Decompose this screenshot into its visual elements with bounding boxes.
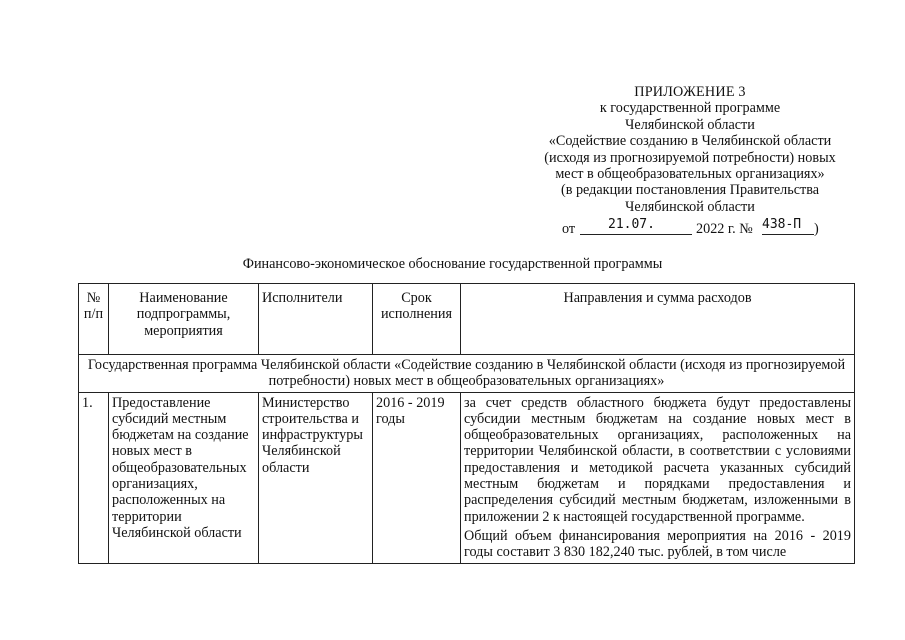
close-paren: ) [814,221,819,238]
resolution-year: 2022 г. № [696,221,753,238]
program-title: Государственная программа Челябинской области «Содействие созданию в Челябинской области (исходя из прогнозируемой потребности) новых мест в общеобразовательных организациях» [79,355,855,393]
program-title-row [79,355,855,393]
directions-paragraph: за счет средств областного бюджета будут предоставлены субсидии местным бюджетам на создание новых мест в общеобразовательных организациях, расположенных на территории Челябинской области, в соответствии с условиями предоставления и методикой расчета указанных субсидий местным бюджетам и порядками предоставления и распределения субсидий местным бюджетам, изложенными в приложении 2 к настоящей государственной программе. [464,394,851,525]
header-executors: Исполнители [259,284,373,355]
header-directions: Направления и сумма расходов [461,284,855,355]
appendix-line: мест в общеобразовательных организациях» [555,166,825,183]
directions-paragraph: Общий объем финансирования мероприятия на 2016 - 2019 годы составит 3 830 182,240 тыс. рублей, в том числе [464,527,851,561]
table-row [79,392,855,563]
row-executors: Министерство строительства и инфраструктуры Челябинской области [259,392,373,563]
date-underline [580,234,692,235]
document-title: Финансово-экономическое обоснование государственной программы [242,256,663,272]
appendix-title: ПРИЛОЖЕНИЕ 3 [634,84,746,100]
row-term: 2016 - 2019 годы [373,392,461,563]
financial-table [78,283,855,564]
header-num: № п/п [79,284,109,355]
resolution-number: 438-П [762,217,802,233]
appendix-line: Челябинской области [625,116,755,133]
appendix-line: к государственной программе [599,100,781,117]
date-prefix: от [562,221,576,238]
appendix-line: (исходя из прогнозируемой потребности) новых [544,149,836,166]
header-term: Срок исполнения [373,284,461,355]
appendix-header [500,84,880,237]
appendix-date-line [500,217,880,237]
table-header-row [79,284,855,355]
appendix-line: (в редакции постановления Правительства [560,182,820,199]
appendix-line: «Содействие созданию в Челябинской области [548,133,832,150]
row-number: 1. [79,392,109,563]
header-name: Наименование подпрограммы, мероприятия [109,284,259,355]
resolution-date: 21.07. [608,217,655,233]
number-underline [762,234,814,235]
row-name: Предоставление субсидий местным бюджетам на создание новых мест в общеобразовательных организациях, расположенных на территории Челябинской области [109,392,259,563]
appendix-line: Челябинской области [625,198,755,215]
row-directions [461,392,855,563]
